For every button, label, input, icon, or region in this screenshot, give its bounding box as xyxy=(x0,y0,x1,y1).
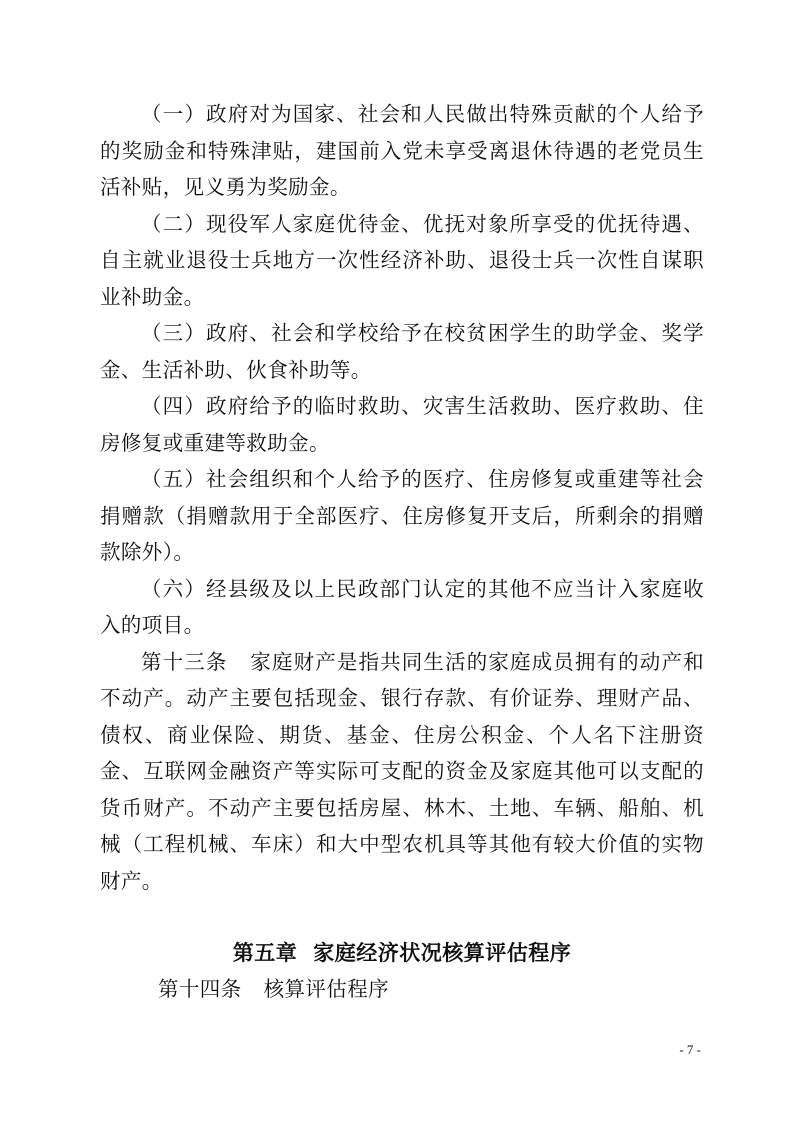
article-14 xyxy=(100,971,704,1008)
page-number: - 7 - xyxy=(679,1042,701,1057)
paragraph-item-1: （一）政府对为国家、社会和人民做出特殊贡献的个人给予的奖励金和特殊津贴，建国前入党未享受离退休待遇的老党员生活补贴，见义勇为奖励金。 xyxy=(100,102,704,199)
paragraph-item-6: （六）经县级及以上民政部门认定的其他不应当计入家庭收入的项目。 xyxy=(100,576,704,637)
chapter-number: 第五章 xyxy=(232,941,298,965)
article-13-label: 第十三条 xyxy=(141,649,228,674)
paragraph-item-2: （二）现役军人家庭优待金、优抚对象所享受的优抚待遇、自主就业退役士兵地方一次性经济补助、退役士兵一次性自谋职业补助金。 xyxy=(100,211,704,309)
paragraph-item-4: （四）政府给予的临时救助、灾害生活救助、医疗救助、住房修复或重建等救助金。 xyxy=(100,394,704,455)
document-body xyxy=(100,96,704,1008)
chapter-heading xyxy=(100,935,704,971)
article-13 xyxy=(100,644,704,900)
article-14-text: 核算评估程序 xyxy=(263,977,390,1001)
paragraph-item-3: （三）政府、社会和学校给予在校贫困学生的助学金、奖学金、生活补助、伙食补助等。 xyxy=(100,321,704,382)
article-13-text: 家庭财产是指共同生活的家庭成员拥有的动产和不动产。动产主要包括现金、银行存款、有价证券、理财产品、债权、商业保险、期货、基金、住房公积金、个人名下注册资金、互联网金融资产等实际可支配的资金及家庭其他可以支配的货币财产。不动产主要包括房屋、林木、土地、车辆、船舶、机械（工程机械、车床）和大中型农机具等其他有较大价值的实物财产。 xyxy=(100,649,704,893)
paragraph-item-5: （五）社会组织和个人给予的医疗、住房修复或重建等社会捐赠款（捐赠款用于全部医疗、住房修复开支后，所剩余的捐赠款除外）。 xyxy=(100,467,704,564)
chapter-title: 家庭经济状况核算评估程序 xyxy=(313,941,572,965)
article-14-label: 第十四条 xyxy=(158,977,242,1001)
